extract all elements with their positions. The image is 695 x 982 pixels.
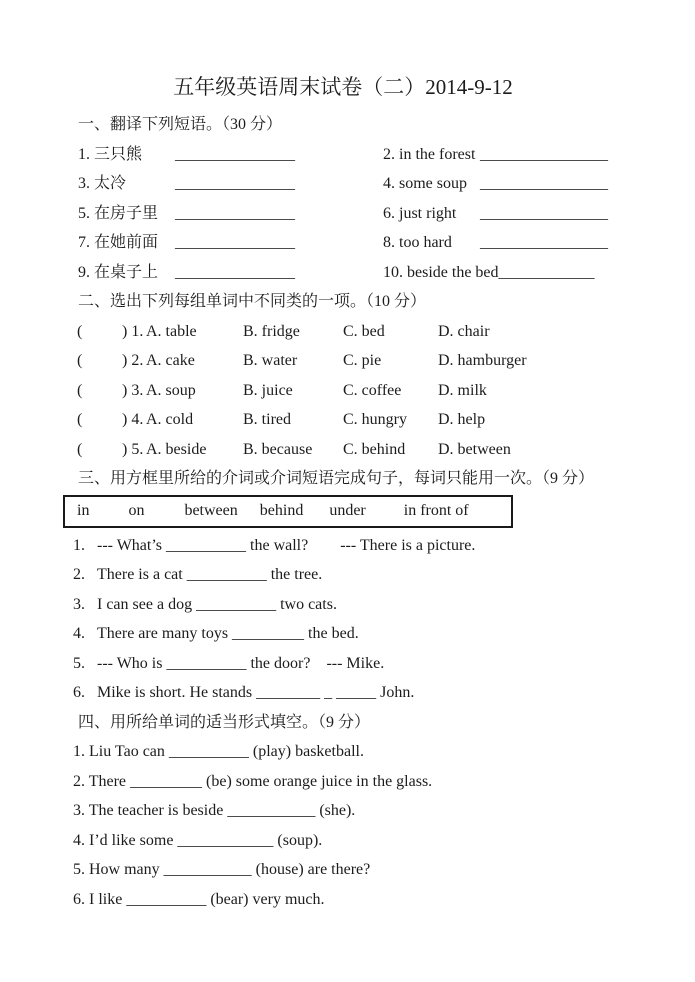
bank-word: in front of <box>403 502 469 519</box>
choice-row <box>77 405 677 435</box>
question-number: 3. <box>73 595 85 613</box>
answer-paren-open: ( <box>77 352 83 369</box>
translation-cell <box>78 258 383 288</box>
option-b: B. tired <box>243 411 291 428</box>
question-number: 1. <box>73 536 85 554</box>
answer-blank: ____________ <box>498 263 595 281</box>
option-d: D. chair <box>438 322 490 340</box>
question-text: There are many toys _________ the bed. <box>97 625 359 642</box>
translation-cell <box>78 228 383 258</box>
option-a: A. beside <box>146 440 207 458</box>
choice-row <box>77 435 677 465</box>
answer-paren-open: ( <box>77 440 83 458</box>
question-text: I can see a dog __________ two cats. <box>97 595 337 613</box>
item-label: 4. some soup <box>383 175 467 192</box>
answer-paren-open: ( <box>77 322 83 340</box>
question-line: 2. There _________ (be) some orange juice in the glass. <box>73 772 433 790</box>
answer-paren-open: ( <box>77 381 83 399</box>
bank-word: between <box>184 502 238 519</box>
translation-cell <box>78 140 383 170</box>
translation-cell <box>383 228 677 258</box>
question-line <box>73 678 677 708</box>
option-c: C. coffee <box>343 381 402 399</box>
question-number: 4. <box>73 625 85 642</box>
answer-blank: _______________ <box>175 234 295 251</box>
option-c: C. behind <box>343 440 406 458</box>
exam-title: 五年级英语周末试卷（二）2014-9-12 <box>173 75 513 99</box>
bank-word: in <box>77 502 90 519</box>
translation-row <box>78 140 677 170</box>
option-b: B. fridge <box>243 322 300 340</box>
option-d: D. help <box>438 411 486 428</box>
question-number: 2. <box>73 566 85 583</box>
preposition-word-bank <box>63 495 513 528</box>
item-label: 9. 在桌子上 <box>78 263 159 281</box>
answer-paren-open: ( <box>77 411 83 428</box>
answer-blank: _______________ <box>175 145 295 163</box>
question-line: 5. How many ___________ (house) are there? <box>73 861 371 878</box>
question-number: ) 3. <box>122 381 144 399</box>
translation-cell <box>383 140 677 170</box>
option-d: D. milk <box>438 381 487 399</box>
section4-header: 四、用所给单词的适当形式填空。（9 分） <box>78 713 371 731</box>
choice-row <box>77 376 677 406</box>
option-c: C. hungry <box>343 411 407 428</box>
translation-cell <box>383 199 677 229</box>
option-b: B. water <box>243 352 298 369</box>
item-label: 6. just right <box>383 204 457 222</box>
question-text: --- Who is __________ the door? --- Mike. <box>97 654 385 672</box>
translation-cell <box>383 258 677 288</box>
section1-header: 一、翻译下列短语。（30 分） <box>78 116 283 133</box>
answer-blank: _______________ <box>175 175 295 192</box>
option-c: C. pie <box>343 352 382 369</box>
answer-blank: ________________ <box>480 175 608 192</box>
translation-row <box>78 169 677 199</box>
question-number: 6. <box>73 684 85 701</box>
item-label: 10. beside the bed <box>383 263 499 281</box>
item-label: 8. too hard <box>383 234 452 251</box>
choice-row <box>77 346 677 376</box>
option-b: B. because <box>243 440 313 458</box>
question-text: --- What’s __________ the wall? --- There is a picture. <box>97 536 476 554</box>
question-number: ) 2. <box>122 352 144 369</box>
translation-cell <box>78 169 383 199</box>
item-label: 7. 在她前面 <box>78 234 159 251</box>
option-c: C. bed <box>343 322 385 340</box>
item-label: 2. in the forest <box>383 145 476 163</box>
answer-blank: ________________ <box>480 145 608 163</box>
option-d: D. between <box>438 440 511 458</box>
option-b: B. juice <box>243 381 293 399</box>
option-a: A. cold <box>146 411 194 428</box>
option-a: A. cake <box>146 352 195 369</box>
question-text: There is a cat __________ the tree. <box>97 566 323 583</box>
item-label: 1. 三只熊 <box>78 145 143 163</box>
bank-word: under <box>329 502 366 519</box>
translation-row <box>78 228 677 258</box>
section3-header: 三、用方框里所给的介词或介词短语完成句子，每词只能用一次。（9 分） <box>78 470 595 487</box>
question-number: ) 4. <box>122 411 144 428</box>
answer-blank: _______________ <box>175 204 295 222</box>
section2-header: 二、选出下列每组单词中不同类的一项。（10 分） <box>78 293 427 310</box>
option-a: A. table <box>146 322 197 340</box>
option-a: A. soup <box>146 381 196 399</box>
item-label: 5. 在房子里 <box>78 204 159 222</box>
question-line <box>73 560 677 590</box>
question-line: 3. The teacher is beside ___________ (she). <box>73 802 356 819</box>
translation-cell <box>383 169 677 199</box>
question-line <box>73 619 677 649</box>
question-line: 6. I like __________ (bear) very much. <box>73 890 325 908</box>
answer-blank: ________________ <box>480 204 608 222</box>
question-line <box>73 531 677 561</box>
question-number: 5. <box>73 654 85 672</box>
answer-blank: ________________ <box>480 234 608 251</box>
question-line: 1. Liu Tao can __________ (play) basketball. <box>73 743 364 760</box>
option-d: D. hamburger <box>438 352 527 369</box>
bank-word: on <box>128 502 145 519</box>
bank-word: behind <box>259 502 304 519</box>
translation-row <box>78 258 677 288</box>
question-line: 4. I’d like some ____________ (soup). <box>73 831 323 849</box>
question-line <box>73 649 677 679</box>
choice-row <box>77 317 677 347</box>
question-number: ) 1. <box>122 322 144 340</box>
question-text: Mike is short. He stands ________ _ _____ John. <box>97 684 415 701</box>
question-line <box>73 590 677 620</box>
translation-cell <box>78 199 383 229</box>
answer-blank: _______________ <box>175 263 295 281</box>
item-label: 3. 太冷 <box>78 175 127 192</box>
question-number: ) 5. <box>122 440 144 458</box>
translation-row <box>78 199 677 229</box>
